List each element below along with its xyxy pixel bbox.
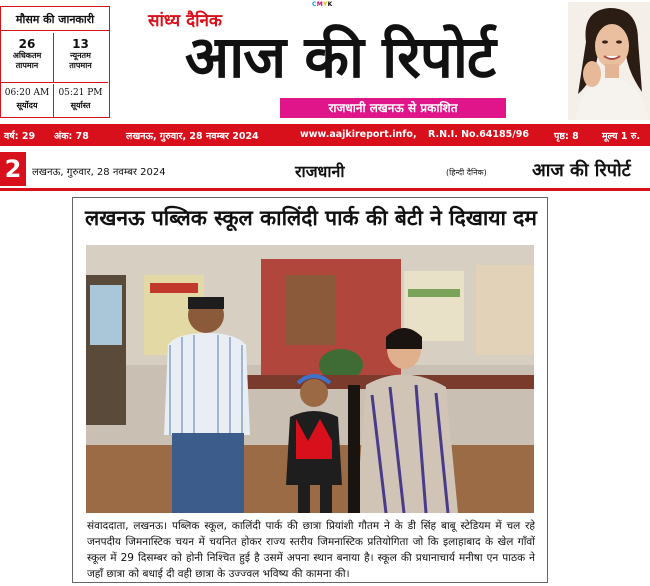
website-link[interactable]: www.aajkireport.info,: [300, 129, 417, 140]
min-temperature-label-1: न्यूनतम: [70, 51, 91, 60]
issue-date: लखनऊ, गुरुवार, 28 नवम्बर 2024: [126, 131, 259, 142]
page-date: लखनऊ, गुरुवार, 28 नवम्बर 2024: [32, 167, 166, 178]
min-temperature: [54, 33, 107, 83]
weather-title: मौसम की जानकारी: [1, 7, 109, 31]
masthead-title: आज की रिपोर्ट: [184, 23, 496, 91]
sunrise-label: सूर्योदय: [16, 101, 38, 110]
section-title: राजधानी: [295, 162, 345, 181]
page-header-paper-name: आज की रिपोर्ट: [532, 160, 631, 181]
sunrise: [1, 84, 54, 118]
issue-year: वर्ष: 29: [4, 131, 36, 142]
cmyk-registration-mark: CMYK: [312, 1, 333, 8]
paper-type-tag: (हिन्दी दैनिक): [446, 168, 487, 177]
article-photo: [86, 245, 534, 513]
published-from-strip: राजधानी लखनऊ से प्रकाशित: [280, 98, 506, 118]
article-body: संवाददाता, लखनऊ। पब्लिक स्कूल, कालिंदी पार्क की छात्रा प्रियांशी गौतम ने के डी सिंह बाबू स्टेडियम में चल रहे जनपदीय जिमनास्टिक चयन में चयनित होकर राज्य स्तरीय जिमनास्टिक प्रतियोगिता जो कि इलाहाबाद के खेल गाँवों स्कूल में 29 दिसम्बर को होनी निश्चित हुई है उसमें अपना स्थान बनाया है। स्कूल की प्रधानाचार्य मनीषा एन पाठक ने जहाँ छात्रा को बधाई दी वही छात्रा के उज्ज्वल भविष्य की कामना की।: [87, 520, 535, 580]
min-temperature-value: 13: [72, 37, 89, 51]
rni-number: R.N.I. No.64185/96: [428, 129, 529, 140]
max-temperature-value: 26: [18, 37, 36, 51]
max-temperature-label-2: तापमान: [15, 61, 39, 70]
temperature-row: [1, 33, 108, 83]
page-number: 2: [0, 152, 26, 186]
sunrise-time: 06:20 AM: [4, 88, 50, 98]
max-temperature-label-1: अधिकतम: [12, 51, 42, 60]
max-temperature: [1, 33, 54, 83]
article-headline: लखनऊ पब्लिक स्कूल कालिंदी पार्क की बेटी ने दिखाया दम: [84, 206, 537, 230]
issue-number: अंक: 78: [54, 131, 89, 142]
masthead-tagline: सांध्य दैनिक: [148, 11, 222, 31]
header-divider: [0, 188, 650, 191]
news-article: [72, 197, 548, 583]
sunset: [54, 84, 107, 118]
min-temperature-label-2: तापमान: [69, 61, 92, 70]
sun-row: [1, 84, 108, 118]
masthead-portrait-photo: [568, 2, 650, 120]
issue-info-bar: [0, 124, 650, 146]
sunset-label: सूर्यास्त: [70, 101, 91, 110]
weather-box: [0, 6, 110, 118]
price: मूल्य 1 रु.: [602, 131, 641, 142]
page-count: पृष्ठ: 8: [554, 131, 579, 142]
sunset-time: 05:21 PM: [58, 88, 103, 98]
